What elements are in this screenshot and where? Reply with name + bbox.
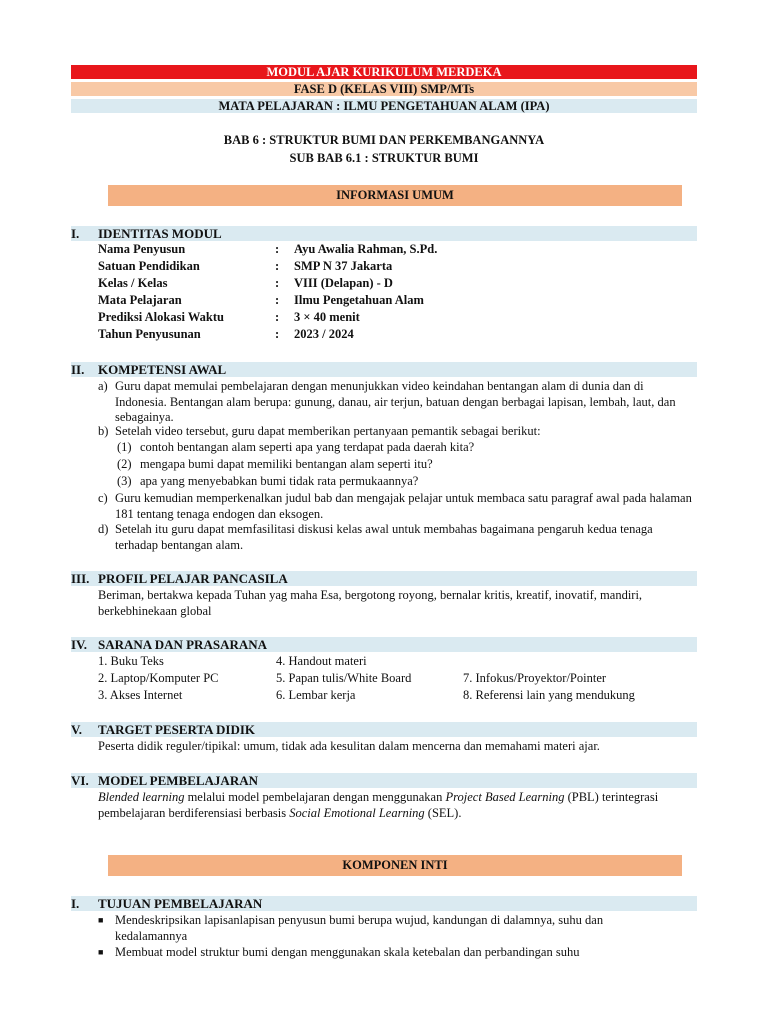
sarana-item: 7. Infokus/Proyektor/Pointer: [463, 671, 607, 685]
identity-key: Kelas / Kelas: [98, 276, 168, 290]
sarana-item: 2. Laptop/Komputer PC: [98, 671, 219, 685]
section-title: SARANA DAN PRASARANA: [98, 637, 268, 652]
identity-colon: :: [275, 259, 280, 273]
profil-text: Beriman, bertakwa kepada Tuhan yag maha Esa, bergotong royong, bernalar kritis, kreatif, inovatif, mandiri, berkebhinekaan global: [98, 588, 643, 618]
sarana-item: 6. Lembar kerja: [276, 688, 356, 702]
identity-key: Nama Penyusun: [98, 242, 186, 256]
chapter-title: BAB 6 : STRUKTUR BUMI DAN PERKEMBANGANNYA: [223, 133, 545, 147]
identity-colon: :: [275, 242, 280, 256]
list-text: Guru kemudian memperkenalkan judul bab dan mengajak pelajar untuk membaca satu paragraf awal pada halaman 181 tentang tenaga endogen dan eksogen.: [115, 491, 692, 521]
bullet-icon: ■: [98, 915, 104, 925]
sarana-item: 1. Buku Teks: [98, 654, 164, 668]
section-number: IV.: [71, 637, 88, 652]
list-text: Guru dapat memulai pembelajaran dengan menunjukkan video keindahan bentangan alam di dunia dan di Indonesia. Bentangan alam berupa: gunung, danau, air terjun, batuan dengan berbagai lapisan, lembah, laut, dan sebagainya.: [115, 379, 676, 424]
module-title-band: MODUL AJAR KURIKULUM MERDEKA: [71, 65, 697, 79]
sarana-item: 8. Referensi lain yang mendukung: [463, 688, 635, 702]
bullet-icon: ■: [98, 947, 104, 957]
identity-value: VIII (Delapan) - D: [294, 276, 393, 290]
sub-list-text: contoh bentangan alam seperti apa yang terdapat pada daerah kita?: [140, 440, 475, 454]
section-title: TARGET PESERTA DIDIK: [98, 722, 256, 737]
section-profil-header: [71, 571, 697, 586]
sarana-item: 4. Handout materi: [276, 654, 367, 668]
identity-key: Mata Pelajaran: [98, 293, 182, 307]
list-marker: b): [98, 424, 109, 438]
section-number: III.: [71, 571, 90, 586]
section-title: KOMPETENSI AWAL: [98, 362, 227, 377]
phase-band: FASE D (KELAS VIII) SMP/MTs: [71, 82, 697, 96]
identity-key: Satuan Pendidikan: [98, 259, 200, 273]
sub-list-marker: (1): [117, 440, 132, 454]
identity-value: SMP N 37 Jakarta: [294, 259, 393, 273]
list-marker: a): [98, 379, 108, 393]
model-term-sel: Social Emotional Learning: [289, 805, 425, 820]
subchapter-title: SUB BAB 6.1 : STRUKTUR BUMI: [289, 151, 479, 165]
identity-value: Ilmu Pengetahuan Alam: [294, 293, 424, 307]
section-number: I.: [71, 226, 80, 241]
subject-band: MATA PELAJARAN : ILMU PENGETAHUAN ALAM (IPA): [71, 99, 697, 113]
model-text-part: melalui model pembelajaran dengan menggunakan: [184, 790, 446, 804]
sarana-item: 3. Akses Internet: [98, 688, 183, 702]
sub-list-marker: (3): [117, 474, 132, 488]
list-marker: c): [98, 491, 108, 505]
section-model-header: [71, 773, 697, 788]
komponen-inti-band: KOMPONEN INTI: [108, 855, 682, 876]
model-term-blended: Blended learning: [98, 790, 185, 804]
bullet-text: Membuat model struktur bumi dengan menggunakan skala ketebalan dan perbandingan suhu: [115, 945, 580, 959]
model-text-part: (PBL) terintegrasi pembelajaran berdiferensiasi berbasis: [98, 790, 659, 820]
list-text: Setelah itu guru dapat memfasilitasi diskusi kelas awal untuk membahas bagaimana pengaruh kedua tenaga terhadap bentangan alam.: [115, 522, 653, 552]
section-title: PROFIL PELAJAR PANCASILA: [98, 571, 288, 586]
section-number: VI.: [71, 773, 89, 788]
section-number: I.: [71, 896, 80, 911]
identity-value: 2023 / 2024: [294, 327, 354, 341]
section-title: IDENTITAS MODUL: [98, 226, 222, 241]
identity-key: Tahun Penyusunan: [98, 327, 201, 341]
section-tujuan-header: [71, 896, 697, 911]
identity-colon: :: [275, 293, 280, 307]
section-kompetensi-header: [71, 362, 697, 377]
model-text-part: (SEL).: [424, 805, 462, 820]
identity-colon: :: [275, 276, 280, 290]
identity-value: Ayu Awalia Rahman, S.Pd.: [294, 242, 438, 256]
sub-list-text: mengapa bumi dapat memiliki bentangan alam seperti itu?: [140, 457, 433, 471]
sarana-item: 5. Papan tulis/White Board: [276, 671, 412, 685]
informasi-umum-band: INFORMASI UMUM: [108, 185, 682, 206]
section-target-header: [71, 722, 697, 737]
sub-list-marker: (2): [117, 457, 132, 471]
list-text: Setelah video tersebut, guru dapat memberikan pertanyaan pemantik sebagai berikut:: [115, 424, 541, 438]
model-text: [98, 790, 698, 821]
section-title: MODEL PEMBELAJARAN: [98, 773, 258, 788]
model-term-pbl: Project Based Learning: [445, 790, 565, 804]
sub-list-text: apa yang menyebabkan bumi tidak rata permukaannya?: [140, 474, 419, 488]
identity-colon: :: [275, 310, 280, 324]
list-marker: d): [98, 522, 109, 536]
section-number: II.: [71, 362, 85, 377]
bullet-text: Mendeskripsikan lapisanlapisan penyusun bumi berupa wujud, kandungan di dalamnya, suhu dan kedalamannya: [115, 913, 604, 943]
section-number: V.: [71, 722, 82, 737]
identity-colon: :: [275, 327, 280, 341]
section-title: TUJUAN PEMBELAJARAN: [98, 896, 263, 911]
identity-key: Prediksi Alokasi Waktu: [98, 310, 224, 324]
target-text: Peserta didik reguler/tipikal: umum, tidak ada kesulitan dalam mencerna dan memahami materi ajar.: [98, 739, 600, 753]
section-identitas-header: [71, 226, 697, 241]
identity-value: 3 × 40 menit: [294, 310, 360, 324]
section-sarana-header: [71, 637, 697, 652]
